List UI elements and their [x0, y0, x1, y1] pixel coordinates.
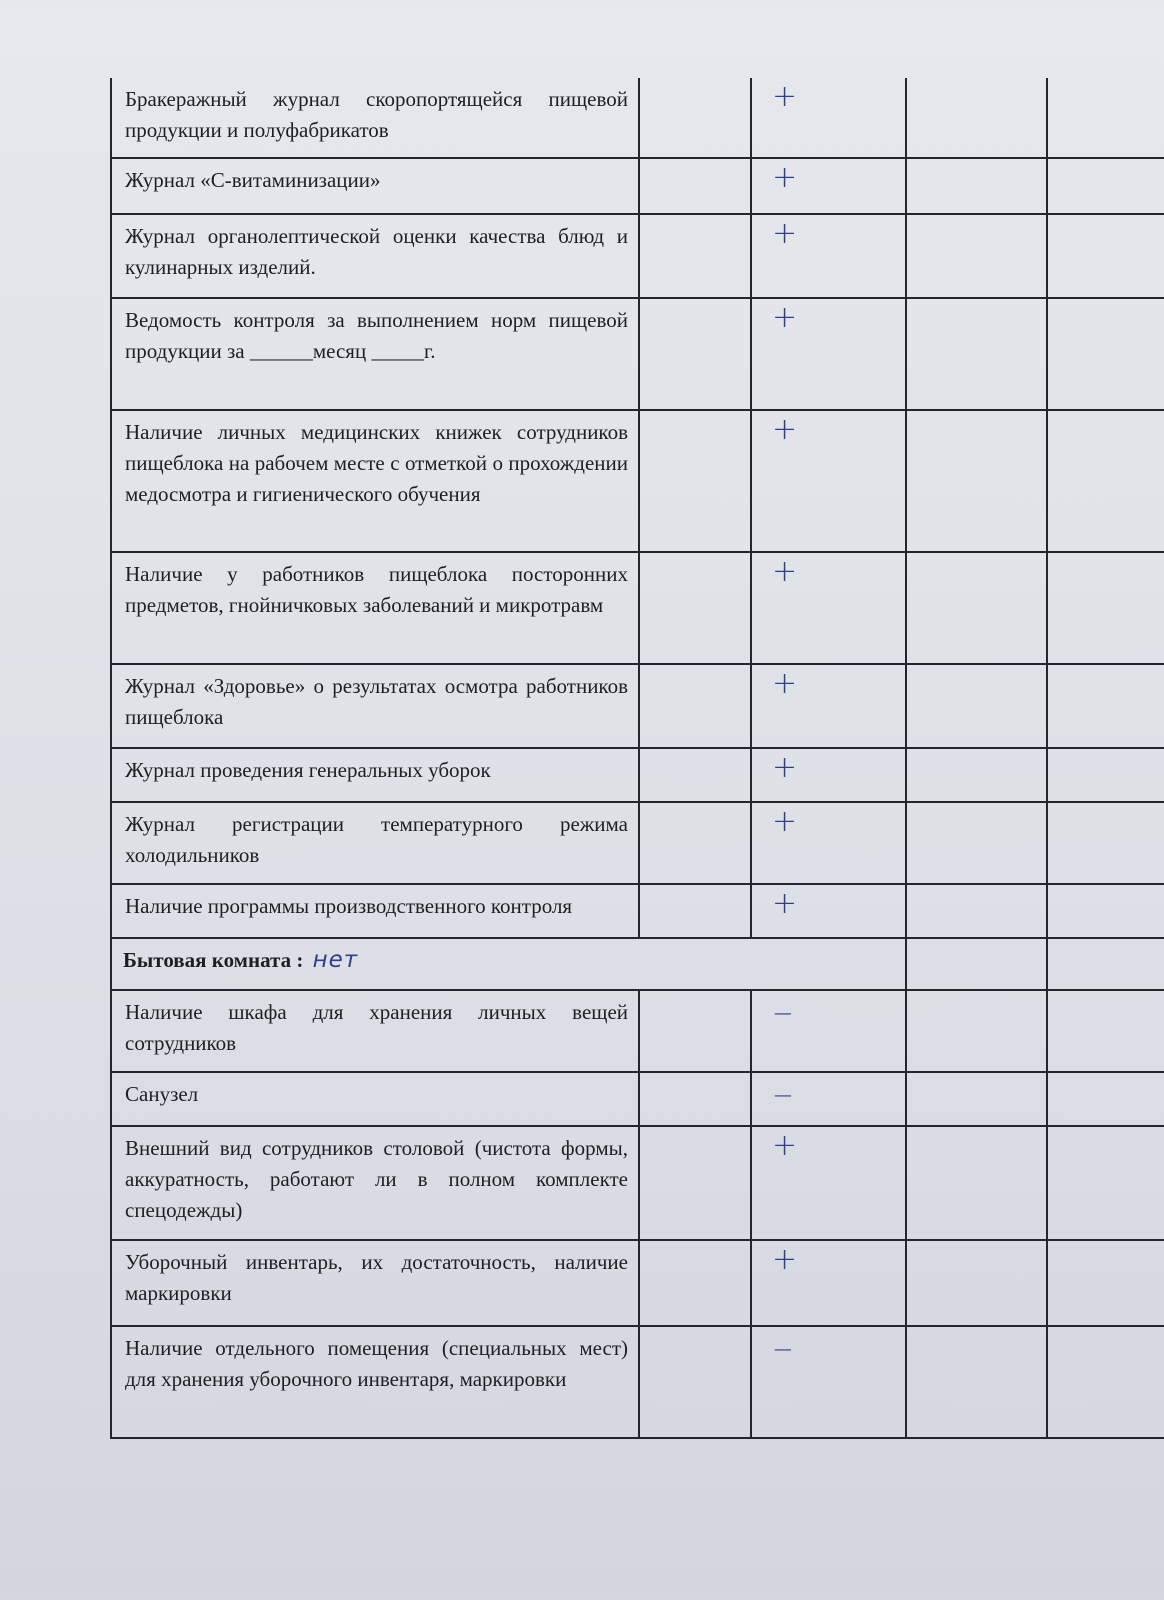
empty-cell [639, 410, 751, 552]
empty-cell [1047, 884, 1164, 938]
empty-cell [906, 410, 1047, 552]
table-row [111, 884, 1164, 938]
handwritten-plus-mark: + [751, 78, 906, 158]
handwritten-plus-mark: + [751, 298, 906, 410]
empty-cell [906, 1326, 1047, 1438]
row-description: Журнал регистрации температурного режима холодильников [111, 802, 639, 884]
section-row [111, 938, 1164, 990]
empty-cell [639, 552, 751, 664]
empty-cell [906, 298, 1047, 410]
checklist-sheet [110, 78, 1164, 1439]
empty-cell [1047, 78, 1164, 158]
table-row [111, 1126, 1164, 1240]
handwritten-note: нет [312, 947, 359, 973]
handwritten-plus-mark: + [751, 552, 906, 664]
empty-cell [906, 990, 1047, 1072]
empty-cell [906, 664, 1047, 748]
handwritten-plus-mark: + [751, 158, 906, 214]
handwritten-plus-mark: + [751, 748, 906, 802]
row-description: Внешний вид сотрудников столовой (чистота формы, аккуратность, работают ли в полном комплекте спецодежды) [111, 1126, 639, 1240]
section-header [111, 938, 906, 990]
handwritten-dash-mark: − [751, 990, 906, 1072]
empty-cell [639, 214, 751, 298]
row-description: Наличие личных медицинских книжек сотрудников пищеблока на рабочем месте с отметкой о прохождении медосмотра и гигиенического обучения [111, 410, 639, 552]
handwritten-plus-mark: + [751, 664, 906, 748]
row-description: Журнал проведения генеральных уборок [111, 748, 639, 802]
handwritten-plus-mark: + [751, 884, 906, 938]
handwritten-dash-mark: − [751, 1326, 906, 1438]
empty-cell [906, 552, 1047, 664]
empty-cell [639, 1072, 751, 1126]
table-row [111, 214, 1164, 298]
table-row [111, 1072, 1164, 1126]
empty-cell [906, 1240, 1047, 1326]
checklist-table [110, 78, 1164, 1439]
row-description: Ведомость контроля за выполнением норм пищевой продукции за ______месяц _____г. [111, 298, 639, 410]
empty-cell [1047, 1326, 1164, 1438]
empty-cell [639, 990, 751, 1072]
handwritten-plus-mark: + [751, 802, 906, 884]
empty-cell [639, 1126, 751, 1240]
empty-cell [639, 748, 751, 802]
empty-cell [1047, 1126, 1164, 1240]
handwritten-plus-mark: + [751, 1240, 906, 1326]
row-description: Санузел [111, 1072, 639, 1126]
table-row [111, 802, 1164, 884]
table-row [111, 748, 1164, 802]
empty-cell [1047, 1072, 1164, 1126]
empty-cell [639, 158, 751, 214]
handwritten-plus-mark: + [751, 410, 906, 552]
empty-cell [639, 802, 751, 884]
empty-cell [906, 214, 1047, 298]
empty-cell [906, 802, 1047, 884]
table-row [111, 1326, 1164, 1438]
empty-cell [1047, 664, 1164, 748]
empty-cell [1047, 1240, 1164, 1326]
row-description: Наличие программы производственного контроля [111, 884, 639, 938]
row-description: Уборочный инвентарь, их достаточность, наличие маркировки [111, 1240, 639, 1326]
empty-cell [1047, 158, 1164, 214]
row-description: Журнал органолептической оценки качества блюд и кулинарных изделий. [111, 214, 639, 298]
empty-cell [1047, 802, 1164, 884]
empty-cell [639, 298, 751, 410]
empty-cell [639, 1240, 751, 1326]
row-description: Журнал «С-витаминизации» [111, 158, 639, 214]
table-row [111, 298, 1164, 410]
row-description: Журнал «Здоровье» о результатах осмотра работников пищеблока [111, 664, 639, 748]
empty-cell [906, 1072, 1047, 1126]
table-row [111, 990, 1164, 1072]
empty-cell [1047, 938, 1164, 990]
table-row [111, 410, 1164, 552]
empty-cell [639, 78, 751, 158]
handwritten-dash-mark: − [751, 1072, 906, 1126]
empty-cell [1047, 214, 1164, 298]
table-row [111, 1240, 1164, 1326]
row-description: Наличие отдельного помещения (специальных мест) для хранения уборочного инвентаря, маркировки [111, 1326, 639, 1438]
table-row [111, 78, 1164, 158]
row-description: Наличие шкафа для хранения личных вещей сотрудников [111, 990, 639, 1072]
section-title: Бытовая комната : [123, 948, 304, 972]
empty-cell [906, 884, 1047, 938]
empty-cell [1047, 552, 1164, 664]
handwritten-plus-mark: + [751, 1126, 906, 1240]
table-row [111, 158, 1164, 214]
table-row [111, 552, 1164, 664]
row-description: Бракеражный журнал скоропортящейся пищевой продукции и полуфабрикатов [111, 78, 639, 158]
row-description: Наличие у работников пищеблока посторонних предметов, гнойничковых заболеваний и микротравм [111, 552, 639, 664]
empty-cell [1047, 990, 1164, 1072]
empty-cell [906, 1126, 1047, 1240]
empty-cell [906, 748, 1047, 802]
empty-cell [906, 158, 1047, 214]
empty-cell [639, 1326, 751, 1438]
empty-cell [1047, 410, 1164, 552]
empty-cell [906, 78, 1047, 158]
empty-cell [639, 664, 751, 748]
table-row [111, 664, 1164, 748]
empty-cell [906, 938, 1047, 990]
empty-cell [1047, 298, 1164, 410]
handwritten-plus-mark: + [751, 214, 906, 298]
empty-cell [639, 884, 751, 938]
empty-cell [1047, 748, 1164, 802]
